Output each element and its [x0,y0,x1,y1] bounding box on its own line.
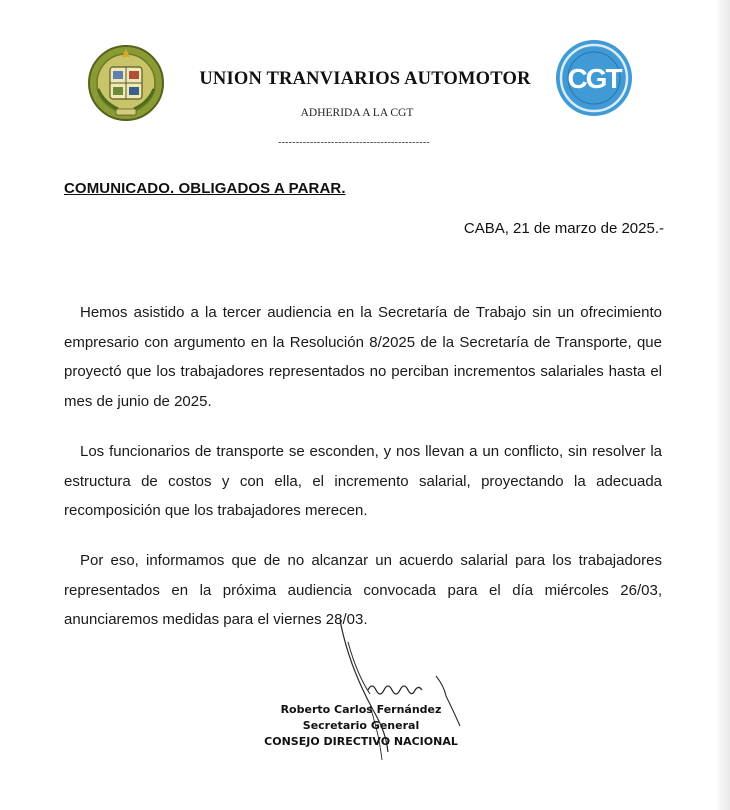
affiliation-line: ADHERIDA A LA CGT [300,107,414,119]
organization-name: UNION TRANVIARIOS AUTOMOTOR [199,69,531,89]
body-paragraph-3: Por eso, informamos que de no alcanzar un acuerdo salarial para los trabajadores representados en la próxima audiencia convocada para el día miércoles 26/03, anunciaremos medidas para el viernes 28/03. [64,552,662,629]
signer-position: Secretario General [302,719,420,732]
signer-body: CONSEJO DIRECTIVO NACIONAL [264,735,458,748]
document-date: CABA, 21 de marzo de 2025.- [463,220,664,237]
body-paragraph-1: Hemos asistido a la tercer audiencia en la Secretaría de Trabajo sin un ofrecimiento empresario con argumento en la Resolución 8/2025 de la Secretaría de Transporte, que proyectó que los trabajadores representados no perciban incrementos salariales hasta el mes de junio de 2025. [64,304,662,410]
svg-text:CGT: CGT [567,63,621,94]
page-edge-shadow [716,0,730,810]
signature-block [246,702,476,750]
body-paragraph-2: Los funcionarios de transporte se esconden, y nos llevan a un conflicto, sin resolver la estructura de costos y con ella, el incremento salarial, proyectando la adecuada recomposición que los trabajadores merecen. [64,443,662,520]
letterhead [0,0,730,160]
separator-line: ------------------------------------------- [278,137,430,148]
signer-name: Roberto Carlos Fernández [280,703,442,716]
document-title: COMUNICADO. OBLIGADOS A PARAR. [64,180,346,197]
